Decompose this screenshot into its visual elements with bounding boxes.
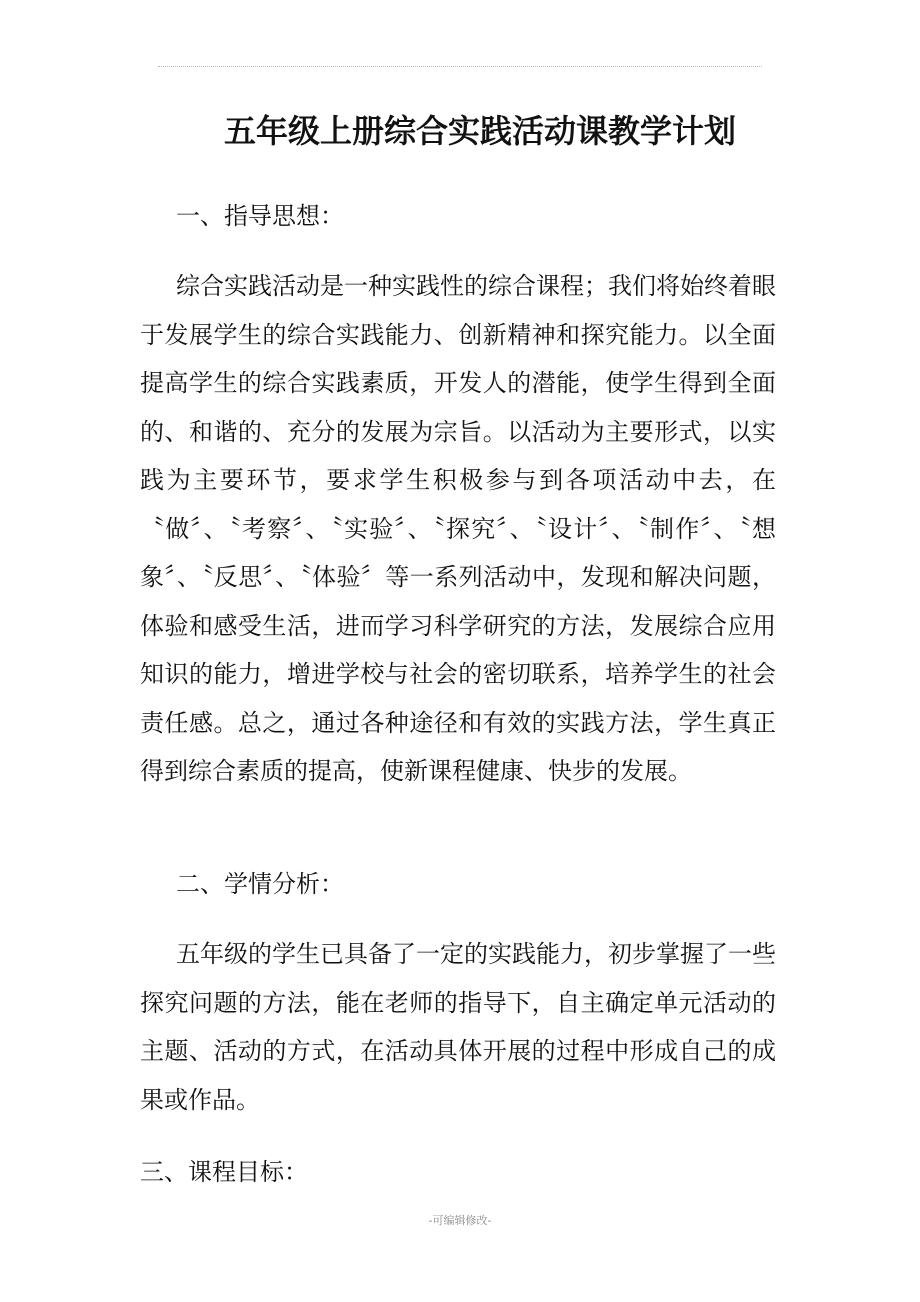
document-title: 五年级上册综合实践活动课教学计划 — [223, 112, 736, 150]
section-heading-student-analysis: 二、学情分析： — [176, 870, 344, 898]
section-paragraph-guiding-ideology: 综合实践活动是一种实践性的综合课程；我们将始终着眼于发展学生的综合实践能力、创新精神和探究能力。以全面提高学生的综合实践素质，开发人的潜能，使学生得到全面的、和谐的、充分的发展为宗旨。以活动为主要形式，以实践为主要环节，要求学生积极参与到各项活动中去，在〝做〞、〝考察〞、〝实验〞、〝探究〞、〝设计〞、〝制作〞、〝想象〞、〝反思〞、〝体验〞等一系列活动中，发现和解决问题，体验和感受生活，进而学习科学研究的方法，发展综合应用知识的能力，增进学校与社会的密切联系，培养学生的社会责任感。总之，通过各种途径和有效的实践方法，学生真正得到综合素质的提高，使新课程健康、快步的发展。 — [140, 272, 776, 785]
section-paragraph-student-analysis: 五年级的学生已具备了一定的实践能力，初步掌握了一些探究问题的方法，能在老师的指导下，自主确定单元活动的主题、活动的方式，在活动具体开展的过程中形成自己的成果或作品。 — [140, 940, 776, 1114]
section-heading-course-goals: 三、课程目标： — [140, 1158, 308, 1186]
header-divider — [158, 66, 762, 67]
section-heading-guiding-ideology: 一、指导思想： — [176, 202, 344, 230]
page-footer: -可编辑修改- — [428, 1214, 492, 1227]
